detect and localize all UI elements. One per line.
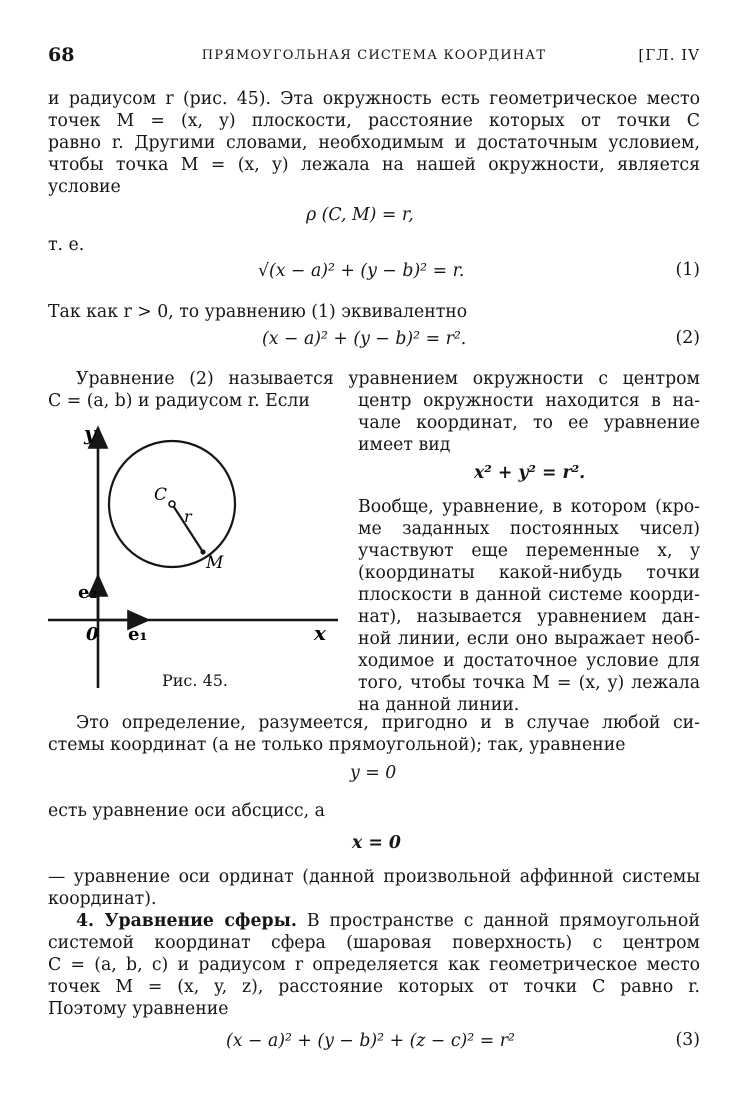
text-line: имеет вид — [358, 435, 451, 455]
running-title: ПРЯМОУГОЛЬНАЯ СИСТЕМА КООРДИНАТ — [201, 48, 547, 63]
equation-2: (x − a)² + (y − b)² = r². — [262, 329, 467, 349]
chapter-label: [ГЛ. IV — [638, 46, 700, 64]
text-line: участвуют еще переменные x, y — [358, 541, 700, 561]
text-line: чтобы точка M = (x, y) лежала на нашей окружности, является — [48, 155, 700, 175]
text-line: стемы координат (а не только прямоугольной); так, уравнение — [48, 735, 626, 755]
equation-x0: x = 0 — [352, 833, 401, 853]
equation-origin-circle: x² + y² = r². — [474, 463, 586, 483]
text-span: В пространстве с данной прямоугольной — [296, 911, 700, 931]
point-M-label: M — [206, 553, 224, 573]
text-line: (координаты какой-нибудь точки — [358, 563, 700, 583]
radius-label: r — [184, 507, 192, 526]
text-line: ходимое и достаточное условие для — [358, 651, 700, 671]
text-line: — уравнение оси ординат (данной произвольной аффинной системы — [48, 867, 700, 887]
equation-1-number: (1) — [675, 260, 700, 280]
figure-caption: Рис. 45. — [162, 671, 229, 690]
origin-label: 0 — [86, 624, 99, 645]
e2-label: e₂ — [78, 582, 98, 603]
text-line: точек M = (x, y, z), расстояние которых от точки C равно r. — [48, 977, 700, 997]
text-line: точек M = (x, y) плоскости, расстояние которых от точки C — [48, 111, 700, 131]
x-axis-label: x — [314, 621, 326, 645]
text-line: координат). — [48, 889, 157, 909]
text-line: т. е. — [48, 235, 85, 255]
equation-3: (x − a)² + (y − b)² + (z − c)² = r² — [226, 1031, 515, 1051]
circle-diagram — [48, 418, 348, 693]
text-line: на данной линии. — [358, 695, 520, 715]
page-number: 68 — [48, 44, 75, 66]
text-line: ме заданных постоянных чисел) — [358, 519, 700, 539]
text-line: Это определение, разумеется, пригодно и в случае любой си- — [76, 713, 700, 733]
text-line: Вообще, уравнение, в котором (кро- — [358, 497, 700, 517]
equation-rho: ρ (C, M) = r, — [306, 205, 414, 225]
equation-3-number: (3) — [675, 1030, 700, 1050]
text-line: C = (a, b, c) и радиусом r определяется как геометрическое место — [48, 955, 700, 975]
text-line: C = (a, b) и радиусом r. Если — [48, 391, 310, 411]
center-point — [169, 501, 175, 507]
text-line: ной линии, если оно выражает необ- — [358, 629, 700, 649]
text-line: есть уравнение оси абсцисс, а — [48, 801, 325, 821]
text-line: условие — [48, 177, 121, 197]
equation-y0: y = 0 — [350, 763, 397, 783]
text-line: системой координат сфера (шаровая поверхность) с центром — [48, 933, 700, 953]
equation-2-number: (2) — [675, 328, 700, 348]
y-axis-label: y — [84, 421, 96, 445]
text-line: чале координат, то ее уравнение — [358, 413, 700, 433]
text-line: Поэтому уравнение — [48, 999, 229, 1019]
e1-label: e₁ — [128, 624, 148, 645]
page-header — [48, 44, 700, 70]
equation-1: √(x − a)² + (y − b)² = r. — [258, 261, 465, 281]
text-line: и радиусом r (рис. 45). Эта окружность есть геометрическое место — [48, 89, 700, 109]
section-heading: 4. Уравнение сферы. — [76, 911, 297, 931]
text-line: равно r. Другими словами, необходимым и достаточным условием, — [48, 133, 700, 153]
center-label: C — [154, 485, 168, 505]
text-line: плоскости в данной системе коорди- — [358, 585, 700, 605]
text-line: того, чтобы точка M = (x, y) лежала — [358, 673, 700, 693]
text-line: Так как r > 0, то уравнению (1) эквивалентно — [48, 302, 468, 322]
text-line: центр окружности находится в на- — [358, 391, 700, 411]
text-line: нат), называется уравнением дан- — [358, 607, 700, 627]
text-line: Уравнение (2) называется уравнением окружности с центром — [76, 369, 700, 389]
section-4-first-line — [76, 910, 700, 932]
point-M — [200, 549, 205, 554]
figure-45 — [48, 418, 348, 693]
